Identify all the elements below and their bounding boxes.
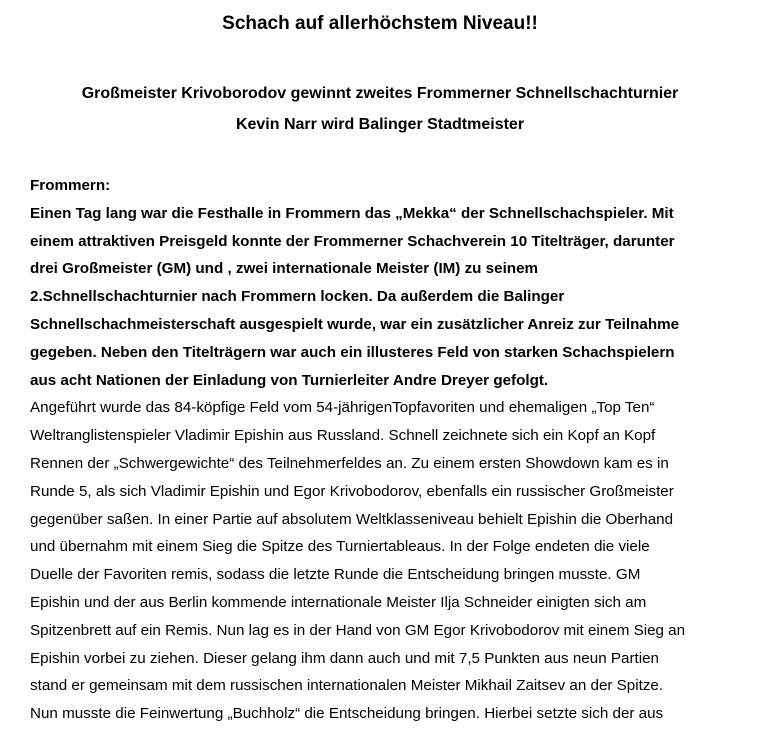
- subtitle-line-2: Kevin Narr wird Balinger Stadtmeister: [235, 116, 525, 133]
- lead-paragraph-line: 2.Schnellschachturnier nach Frommern locken. Da außerdem die Balinger: [30, 288, 565, 306]
- body-paragraph-line: Rennen der „Schwergewichte“ des Teilnehmerfeldes an. Zu einem ersten Showdown kam es in: [30, 454, 669, 472]
- body-paragraph-line: Epishin und der aus Berlin kommende internationale Meister Ilja Schneider einigten sich am: [30, 593, 647, 611]
- body-paragraph-line: Nun musste die Feinwertung „Buchholz“ die Entscheidung bringen. Hierbei setzte sich der aus: [30, 705, 664, 723]
- body-paragraph-line: Weltranglistenspieler Vladimir Epishin aus Russland. Schnell zeichnete sich ein Kopf an Kopf: [30, 427, 656, 445]
- lead-paragraph-line: Schnellschachmeisterschaft ausgespielt wurde, war ein zusätzlicher Anreiz zur Teilnahme: [30, 315, 680, 333]
- lead-paragraph-line: aus acht Nationen der Einladung von Turnierleiter Andre Dreyer gefolgt.: [30, 371, 549, 389]
- body-paragraph-line: und übernahm mit einem Sieg die Spitze des Turniertableaus. In der Folge endeten die viele: [30, 538, 650, 556]
- article-body: [30, 172, 742, 728]
- body-paragraph-line: Spitzenbrett auf ein Remis. Nun lag es in der Hand von GM Egor Krivobodorov mit einem Sieg an: [30, 621, 686, 639]
- body-paragraph-line: Runde 5, als sich Vladimir Epishin und Egor Krivobodorov, ebenfalls ein russischer Großmeister: [30, 482, 674, 500]
- body-paragraph-line: gegenüber saßen. In einer Partie auf absolutem Weltklasseniveau behielt Epishin die Oberhand: [30, 510, 674, 528]
- lead-paragraph-line: drei Großmeister (GM) und , zwei internationale Meister (IM) zu seinem: [30, 260, 539, 278]
- page-title: Schach auf allerhöchstem Niveau!!: [222, 13, 538, 34]
- dateline: Frommern:: [30, 177, 111, 194]
- lead-paragraph-line: gegeben. Neben den Titelträgern war auch ein illusteres Feld von starken Schachspielern: [30, 343, 675, 361]
- lead-paragraph-line: Einen Tag lang war die Festhalle in Frommern das „Mekka“ der Schnellschachspieler. Mit: [30, 204, 674, 222]
- lead-paragraph-line: einem attraktiven Preisgeld konnte der Frommerner Schachverein 10 Titelträger, darunter: [30, 232, 675, 250]
- body-paragraph-line: stand er gemeinsam mit dem russischen internationalen Meister Mikhail Zaitsev an der Spitze.: [30, 677, 664, 695]
- body-paragraph-line: Epishin vorbei zu ziehen. Dieser gelang ihm dann auch und mit 7,5 Punkten aus neun Partien: [30, 649, 659, 667]
- body-paragraph-line: Angeführt wurde das 84-köpfige Feld vom 54-jährigenTopfavoriten und ehemaligen „Top Ten“: [30, 399, 655, 417]
- body-paragraph-line: Duelle der Favoriten remis, sodass die letzte Runde die Entscheidung bringen musste. GM: [30, 566, 641, 584]
- subtitle-line-1: Großmeister Krivoborodov gewinnt zweites Frommerner Schnellschachturnier: [81, 85, 679, 102]
